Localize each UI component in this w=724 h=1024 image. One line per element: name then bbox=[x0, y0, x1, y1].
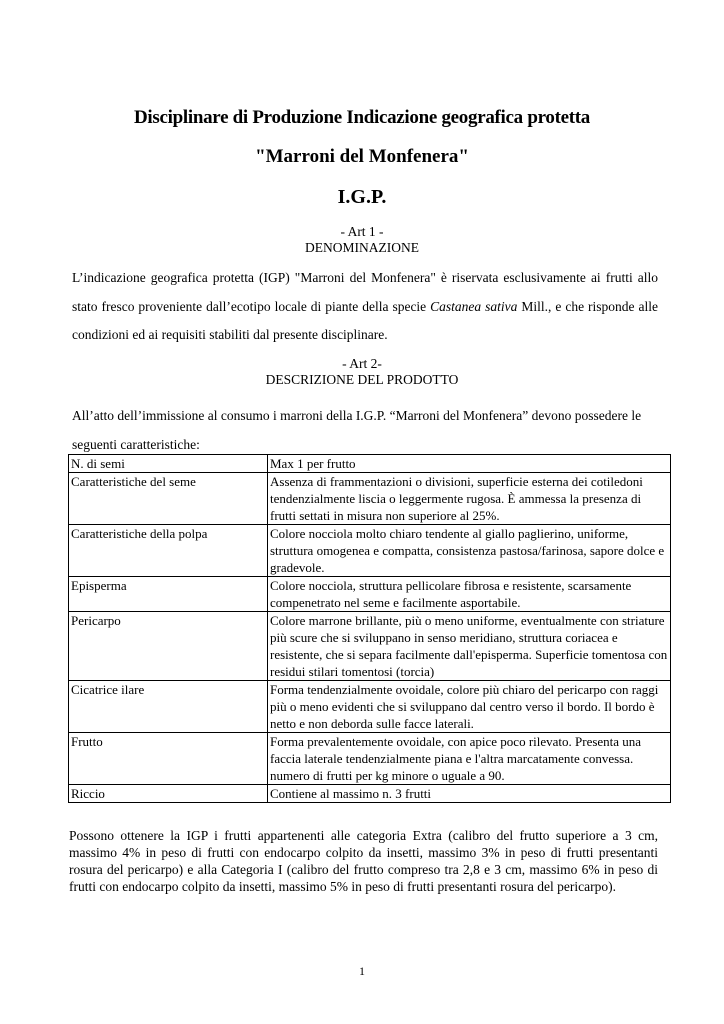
row-key: N. di semi bbox=[69, 455, 268, 473]
row-value: Colore nocciola molto chiaro tendente al giallo paglierino, uniforme, struttura omogenea e compatta, consistenza pastosa/farinosa, sapore dolce e gradevole. bbox=[268, 525, 671, 577]
species-name: Castanea sativa bbox=[430, 298, 518, 314]
art1-paragraph bbox=[72, 264, 658, 350]
row-key: Caratteristiche della polpa bbox=[69, 525, 268, 577]
art2-number: - Art 2- bbox=[342, 356, 382, 371]
art1-header bbox=[0, 224, 724, 256]
closing-paragraph: Possono ottenere la IGP i frutti appartenenti alle categoria Extra (calibro del frutto superiore a 3 cm, massimo 4% in peso di frutti con endocarpo colpito da insetti, massimo 3% in peso di frutti presentanti rosura del pericarpo) e alla Categoria I (calibro del frutto compreso tra 2,8 e 3 cm, massimo 6% in peso di frutti con endocarpo colpito da insetti, massimo 5% in peso di frutti presentanti rosura del pericarpo). bbox=[69, 828, 658, 894]
table-row bbox=[69, 612, 671, 681]
row-key: Cicatrice ilare bbox=[69, 681, 268, 733]
row-value: Colore marrone brillante, più o meno uniforme, eventualmente con striature più scure che si sviluppano in senso meridiano, struttura coriacea e resistente, che si separa facilmente dall'episperma. Superficie tomentosa con residui stilari tomentosi (torcia) bbox=[268, 612, 671, 681]
table-row bbox=[69, 785, 671, 803]
row-key: Riccio bbox=[69, 785, 268, 803]
characteristics-table bbox=[68, 454, 671, 803]
art2-heading: DESCRIZIONE DEL PRODOTTO bbox=[265, 372, 459, 387]
row-value: Contiene al massimo n. 3 frutti bbox=[268, 785, 671, 803]
page-number: 1 bbox=[359, 964, 365, 978]
art1-text-end: Mill., e che risponde alle condizioni ed ai requisiti stabiliti dal presente disciplinare. bbox=[72, 298, 658, 342]
row-value: Forma tendenzialmente ovoidale, colore più chiaro del pericarpo con raggi più o meno evidenti che si sviluppano dal centro verso il bordo. Il bordo è netto e non deborda sulle facce laterali. bbox=[268, 681, 671, 733]
table-row bbox=[69, 681, 671, 733]
row-value: Colore nocciola, struttura pellicolare fibrosa e resistente, scarsamente compenetrato nel seme e facilmente asportabile. bbox=[268, 577, 671, 612]
table-row bbox=[69, 525, 671, 577]
row-value: Assenza di frammentazioni o divisioni, superficie esterna dei cotiledoni tendenzialmente liscia o leggermente rugosa. È ammessa la presenza di frutti settati in misura non superiore al 25%. bbox=[268, 473, 671, 525]
table-row bbox=[69, 455, 671, 473]
row-key: Caratteristiche del seme bbox=[69, 473, 268, 525]
table-row bbox=[69, 577, 671, 612]
row-value: Forma prevalentemente ovoidale, con apice poco rilevato. Presenta una faccia laterale tendenzialmente piana e l'altra marcatamente convessa. numero di frutti per kg minore o uguale a 90. bbox=[268, 733, 671, 785]
art2-header bbox=[0, 356, 724, 388]
table-row bbox=[69, 473, 671, 525]
table-row bbox=[69, 733, 671, 785]
document-title: Disciplinare di Produzione Indicazione geografica protetta bbox=[134, 107, 590, 128]
product-name-heading: "Marroni del Monfenera" bbox=[255, 146, 469, 167]
igp-heading: I.G.P. bbox=[337, 186, 387, 208]
row-key: Episperma bbox=[69, 577, 268, 612]
art1-heading: DENOMINAZIONE bbox=[305, 240, 419, 255]
row-key: Frutto bbox=[69, 733, 268, 785]
art2-intro: All’atto dell’immissione al consumo i marroni della I.G.P. “Marroni del Monfenera” devono possedere le seguenti caratteristiche: bbox=[72, 408, 642, 452]
art1-text-start: L’indicazione geografica protetta (IGP) "Marroni del Monfenera" è riservata esclusivamente ai frutti allo stato fresco proveniente dall’ecotipo locale di piante della specie bbox=[72, 270, 658, 314]
art1-number: - Art 1 - bbox=[340, 224, 384, 239]
row-key: Pericarpo bbox=[69, 612, 268, 681]
row-value: Max 1 per frutto bbox=[268, 455, 671, 473]
